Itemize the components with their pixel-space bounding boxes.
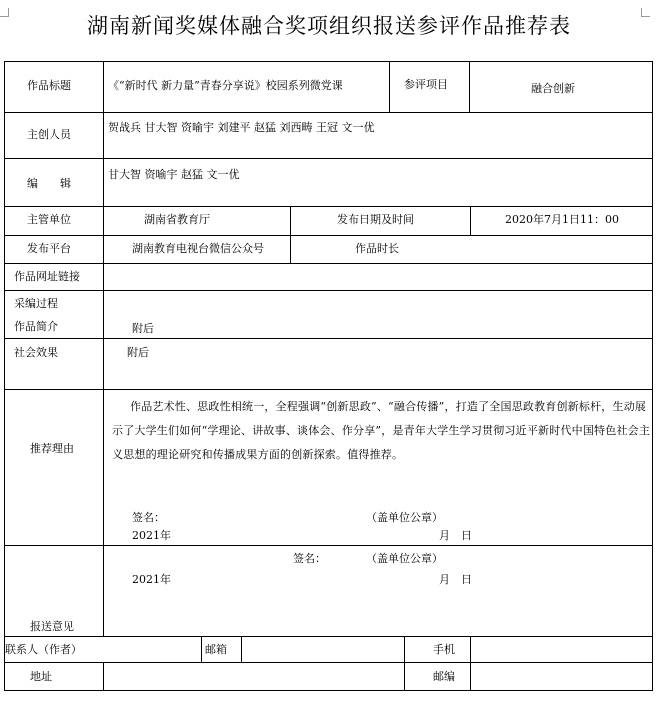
value-editor: 甘大智 资喻宇 赵猛 文一优 xyxy=(108,168,240,181)
opinion-seal-label: （盖单位公章） xyxy=(366,552,443,565)
opinion-sign-label: 签名： xyxy=(293,552,326,565)
label-address: 地址 xyxy=(30,670,52,683)
label-effect: 社会效果 xyxy=(14,346,58,359)
row-divider xyxy=(4,389,653,390)
row-divider xyxy=(4,158,653,159)
label-platform: 发布平台 xyxy=(27,242,71,255)
value-creators: 贺战兵 甘大智 资喻宇 刘建平 赵猛 刘西畴 王冠 文一优 xyxy=(108,121,375,134)
value-effect: 附后 xyxy=(127,346,149,359)
column-divider xyxy=(404,636,405,691)
row-divider xyxy=(4,263,653,264)
column-divider xyxy=(469,61,470,113)
label-editor: 编 辑 xyxy=(27,177,71,190)
table-border-bottom xyxy=(4,690,653,691)
column-divider xyxy=(103,61,104,636)
label-postcode: 邮编 xyxy=(433,670,455,683)
label-publish-time: 发布日期及时间 xyxy=(337,213,414,226)
column-divider xyxy=(241,636,242,663)
label-work-title: 作品标题 xyxy=(27,79,71,92)
row-divider xyxy=(4,338,653,339)
row-divider xyxy=(4,290,653,291)
table-border-right xyxy=(652,61,653,691)
reason-year: 2021年 xyxy=(132,529,171,542)
row-divider xyxy=(4,112,653,113)
label-process-line1: 采编过程 xyxy=(14,297,58,310)
column-divider xyxy=(290,206,291,263)
opinion-year: 2021年 xyxy=(132,573,171,586)
reason-seal-label: （盖单位公章） xyxy=(366,511,443,524)
value-reason-text: 作品艺术性、思政性相统一，全程强调“创新思政”、“融合传播”，打造了全国思政教育创新标杆，生动展示了大学生们如何“学理论、讲故事、谈体会、作分享”，是青年大学生学习贯彻习近平新时代中国特色社会主义思想的理论研究和传播成果方面的创新探索。值得推荐。 xyxy=(112,400,651,461)
label-supervisor: 主管单位 xyxy=(27,213,71,226)
label-creators: 主创人员 xyxy=(27,128,71,141)
column-divider xyxy=(389,61,390,113)
label-email: 邮箱 xyxy=(205,643,227,656)
label-process-line2: 作品简介 xyxy=(14,320,58,333)
value-category: 融合创新 xyxy=(531,82,575,95)
label-url: 作品网址链接 xyxy=(14,270,80,283)
value-process: 附后 xyxy=(132,322,154,335)
reason-month-day: 月 日 xyxy=(439,529,472,542)
column-divider xyxy=(103,662,104,691)
document-title: 湖南新闻奖媒体融合奖项组织报送参评作品推荐表 xyxy=(87,14,571,38)
reason-sign-label: 签名： xyxy=(132,511,165,524)
value-publish-time: 2020年7月1日11：00 xyxy=(505,213,619,226)
value-work-title: 《“新时代 新力量”青春分享说》校园系列微党课 xyxy=(108,79,343,92)
row-divider xyxy=(4,206,653,207)
column-divider xyxy=(201,636,202,663)
row-divider xyxy=(4,545,653,546)
table-border-left xyxy=(4,61,5,691)
table-border-top xyxy=(4,61,653,62)
label-duration: 作品时长 xyxy=(355,242,399,255)
opinion-month-day: 月 日 xyxy=(439,573,472,586)
row-divider xyxy=(4,235,653,236)
label-contact: 联系人（作者） xyxy=(5,643,82,656)
label-mobile: 手机 xyxy=(433,643,455,656)
row-divider xyxy=(4,636,653,637)
column-divider xyxy=(470,206,471,236)
row-divider xyxy=(4,662,653,663)
column-divider xyxy=(470,636,471,691)
value-supervisor: 湖南省教育厅 xyxy=(144,213,210,226)
label-category: 参评项目 xyxy=(404,78,448,91)
label-opinion: 报送意见 xyxy=(30,620,74,633)
label-reason: 推荐理由 xyxy=(30,442,74,455)
value-platform: 湖南教育电视台微信公众号 xyxy=(132,242,264,255)
